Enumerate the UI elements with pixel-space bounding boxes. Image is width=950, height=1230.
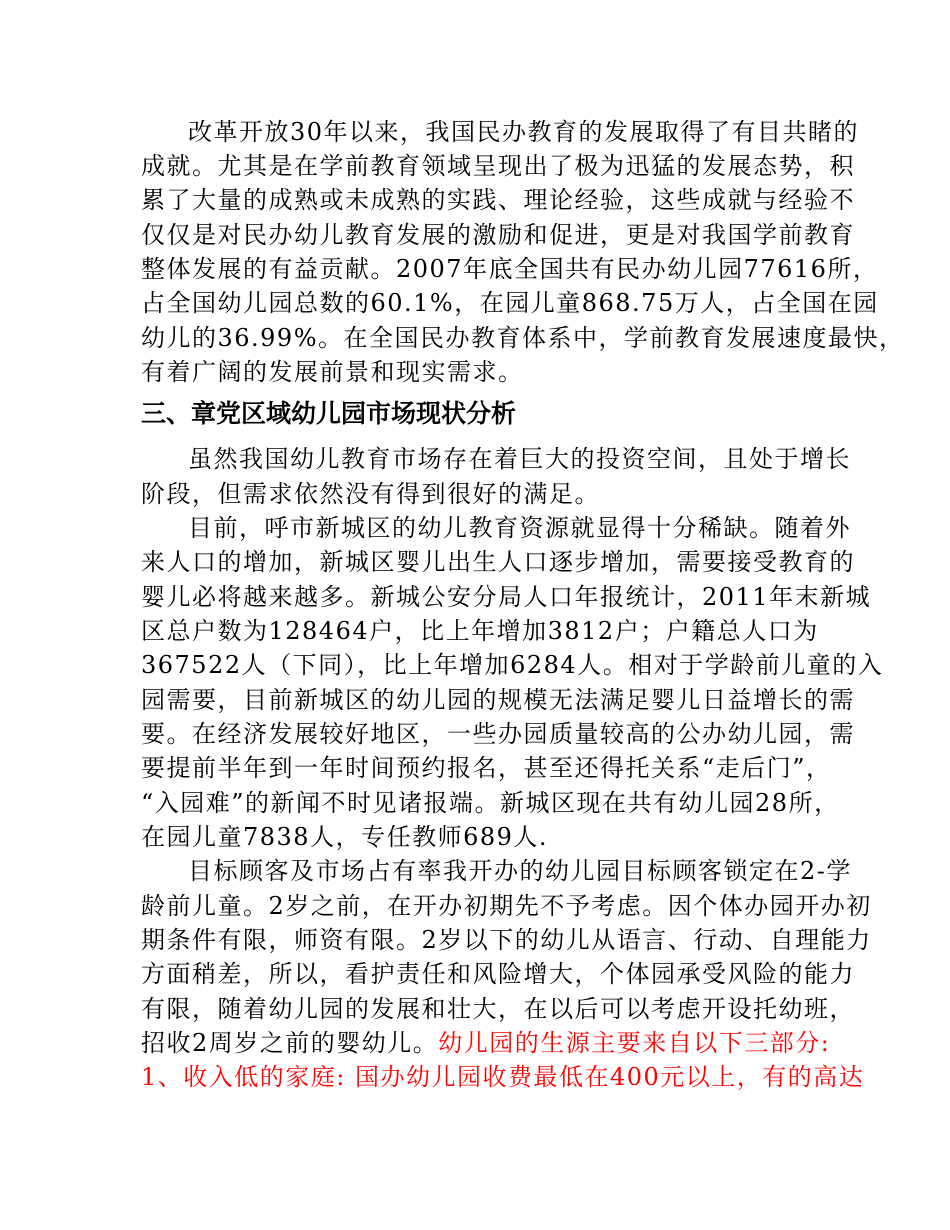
paragraph-line: 婴儿必将越来越多。新城公安分局人口年报统计，2011年末新城	[141, 583, 872, 611]
paragraph-line: 在园儿童7838人，专任教师689人.	[141, 823, 549, 851]
paragraph-line: 有着广阔的发展前景和现实需求。	[141, 358, 524, 386]
paragraph-line: 园需要，目前新城区的幼儿园的规模无法满足婴儿日益增长的需	[141, 686, 855, 714]
paragraph-line: 方面稍差，所以，看护责任和风险增大，个体园承受风险的能力	[141, 960, 855, 988]
paragraph-line: 来人口的增加，新城区婴儿出生人口逐步增加，需要接受教育的	[141, 548, 855, 576]
paragraph-line: 成就。尤其是在学前教育领域呈现出了极为迅猛的发展态势，积	[141, 152, 855, 180]
paragraph-line: 有限，随着幼儿园的发展和壮大，在以后可以考虑开设托幼班，	[141, 995, 855, 1023]
paragraph-line: 要。在经济发展较好地区，一些办园质量较高的公办幼儿园，需	[141, 720, 855, 748]
paragraph-line: 目前，呼市新城区的幼儿教育资源就显得十分稀缺。随着外	[188, 514, 851, 542]
paragraph-line: 幼儿的36.99%。在全国民办教育体系中，学前教育发展速度最快，	[141, 324, 905, 352]
paragraph-line: “入园难”的新闻不时见诸报端。新城区现在共有幼儿园28所，	[141, 789, 840, 817]
highlighted-text: 幼儿园的生源主要来自以下三部分:	[438, 1029, 831, 1057]
paragraph-line: 367522人（下同），比上年增加6284人。相对于学龄前儿童的入	[141, 651, 884, 679]
paragraph-line: 仅仅是对民办幼儿教育发展的激励和促进，更是对我国学前教育	[141, 221, 855, 249]
paragraph-line: 目标顾客及市场占有率我开办的幼儿园目标顾客锁定在2-学	[188, 857, 852, 885]
paragraph-line-mixed	[141, 1026, 830, 1060]
paragraph-line: 整体发展的有益贡献。2007年底全国共有民办幼儿园77616所，	[141, 255, 879, 283]
paragraph-line: 改革开放30年以来，我国民办教育的发展取得了有目共睹的	[188, 118, 860, 146]
paragraph-line: 期条件有限，师资有限。2岁以下的幼儿从语言、行动、自理能力	[141, 926, 872, 954]
paragraph-line: 区总户数为128464户，比上年增加3812户；户籍总人口为	[141, 617, 819, 645]
paragraph-line: 阶段，但需求依然没有得到很好的满足。	[141, 480, 600, 508]
paragraph-text: 招收2周岁之前的婴幼儿。	[141, 1029, 439, 1057]
highlighted-list-item: 1、收入低的家庭: 国办幼儿园收费最低在400元以上，有的高达	[141, 1063, 865, 1091]
paragraph-line: 占全国幼儿园总数的60.1%，在园儿童868.75万人，占全国在园	[141, 289, 879, 317]
paragraph-line: 要提前半年到一年时间预约报名，甚至还得托关系“走后门”，	[141, 754, 832, 782]
paragraph-line: 虽然我国幼儿教育市场存在着巨大的投资空间，且处于增长	[188, 445, 851, 473]
paragraph-line: 累了大量的成熟或未成熟的实践、理论经验，这些成就与经验不	[141, 186, 855, 214]
paragraph-line: 龄前儿童。2岁之前，在开办初期先不予考虑。因个体办园开办初	[141, 892, 872, 920]
section-heading: 三、章党区域幼儿园市场现状分析	[141, 399, 517, 428]
